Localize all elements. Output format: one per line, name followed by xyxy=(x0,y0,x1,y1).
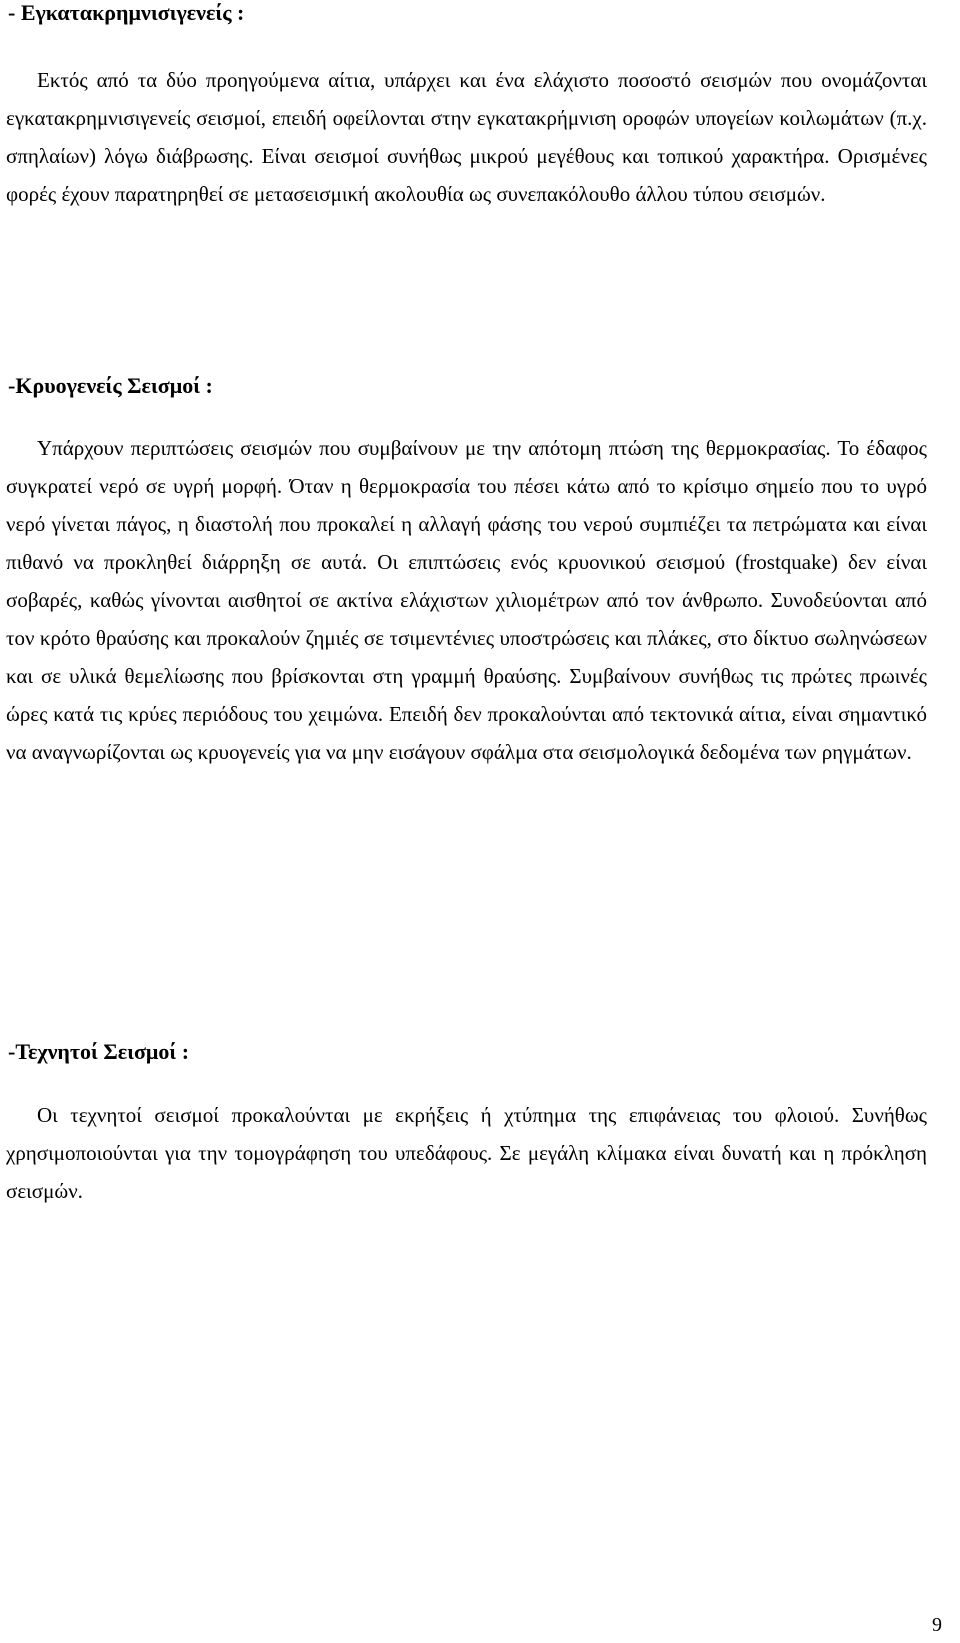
section-paragraph-artificial-earthquakes: Οι τεχνητοί σεισμοί προκαλούνται με εκρήξεις ή χτύπημα της επιφάνειας του φλοιού. Συνήθως χρησιμοποιούνται για την τομογράφηση του υπεδάφους. Σε μεγάλη κλίμακα είναι δυνατή και η πρόκληση σεισμών. xyxy=(6,1103,927,1203)
section-heading-collapse-earthquakes: - Εγκατακρημνισιγενείς : xyxy=(8,0,245,25)
section-paragraph-collapse-earthquakes: Εκτός από τα δύο προηγούμενα αίτια, υπάρχει και ένα ελάχιστο ποσοστό σεισμών που ονομάζονται εγκατακρημνισιγενείς σεισμοί, επειδή οφείλονται στην εγκατακρήμνιση οροφών υπογείων κοιλωμάτων (π.χ. σπηλαίων) λόγω διάβρωσης. Είναι σεισμοί συνήθως μικρού μεγέθους και τοπικού χαρακτήρα. Ορισμένες φορές έχουν παρατηρηθεί σε μετασεισμική ακολουθία ως συνεπακόλουθο άλλου τύπου σεισμών. xyxy=(6,68,927,206)
section-heading-cryogenic-earthquakes: -Κρυογενείς Σεισμοί : xyxy=(8,373,213,398)
section-paragraph-cryogenic-earthquakes: Υπάρχουν περιπτώσεις σεισμών που συμβαίνουν με την απότομη πτώση της θερμοκρασίας. Το έδαφος συγκρατεί νερό σε υγρή μορφή. Όταν η θερμοκρασία του πέσει κάτω από το κρίσιμο σημείο που το υγρό νερό γίνεται πάγος, η διαστολή που προκαλεί η αλλαγή φάσης του νερού συμπιέζει τα πετρώματα και είναι πιθανό να προκληθεί διάρρηξη σε αυτά. Οι επιπτώσεις ενός κρυονικού σεισμού (frostquake) δεν είναι σοβαρές, καθώς γίνονται αισθητοί σε ακτίνα ελάχιστων χιλιομέτρων από τον άνθρωπο. Συνοδεύονται από τον κρότο θραύσης και προκαλούν ζημιές σε τσιμεντένιες υποστρώσεις και πλάκες, στο δίκτυο σωληνώσεων και σε υλικά θεμελίωσης που βρίσκονται στη γραμμή θραύσης. Συμβαίνουν συνήθως τις πρώτες πρωινές ώρες κατά τις κρύες περιόδους του χειμώνα. Επειδή δεν προκαλούνται από τεκτονικά αίτια, είναι σημαντικό να αναγνωρίζονται ως κρυογενείς για να μην εισάγουν σφάλμα στα σεισμολογικά δεδομένα των ρηγμάτων. xyxy=(6,436,927,764)
page-number: 9 xyxy=(932,1614,942,1636)
section-heading-artificial-earthquakes: -Τεχνητοί Σεισμοί : xyxy=(8,1039,190,1064)
